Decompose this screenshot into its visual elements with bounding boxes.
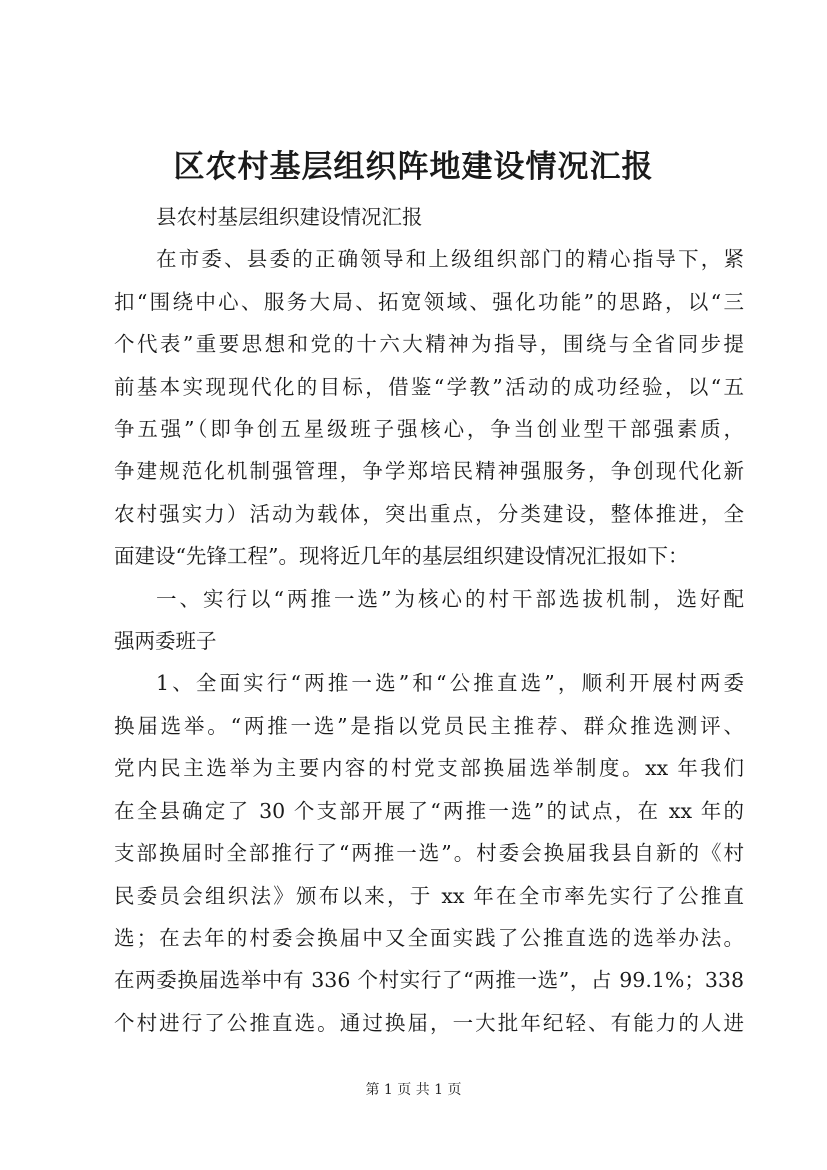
text-line: 强两委班子 (114, 629, 217, 654)
text-line: 个代表”重要思想和党的十六大精神为指导，围绕与全省同步提 (114, 332, 744, 357)
text-line: 在两委换届选举中有 336 个村实行了“两推一选”，占 99.1%；338 (114, 968, 744, 993)
text-line: 民委员会组织法》颁布以来，于 xx 年在全市率先实行了公推直 (114, 883, 744, 908)
text-line: 扣“围绕中心、服务大局、拓宽领域、强化功能”的思路，以“三 (114, 289, 744, 314)
text-line: 支部换届时全部推行了“两推一选”。村委会换届我县自新的《村 (114, 841, 744, 866)
text-line: 在全县确定了 30 个支部开展了“两推一选”的试点，在 xx 年的 (114, 798, 744, 823)
text-line: 争五强”（即争创五星级班子强核心，争当创业型干部强素质， (114, 417, 744, 442)
text-line: 在市委、县委的正确领导和上级组织部门的精心指导下，紧 (156, 247, 744, 272)
text-line: 个村进行了公推直选。通过换届，一大批年纪轻、有能力的人进 (114, 1010, 744, 1035)
text-line: 农村强实力）活动为载体，突出重点，分类建设，整体推进，全 (114, 501, 744, 526)
text-line: 一、实行以“两推一选”为核心的村干部选拔机制，选好配 (156, 586, 744, 611)
text-line: 1、全面实行“两推一选”和“公推直选”，顺利开展村两委 (156, 671, 744, 696)
text-line: 前基本实现现代化的目标，借鉴“学教”活动的成功经验，以“五 (114, 374, 744, 399)
text-line: 党内民主选举为主要内容的村党支部换届选举制度。xx 年我们 (114, 756, 744, 781)
text-line: 争建规范化机制强管理，争学郑培民精神强服务，争创现代化新 (114, 459, 744, 484)
document-body (114, 196, 744, 1044)
document-title: 区农村基层组织阵地建设情况汇报 (173, 149, 654, 185)
text-line: 县农村基层组织建设情况汇报 (156, 205, 423, 229)
text-line: 换届选举。“两推一选”是指以党员民主推荐、群众推选测评、 (114, 713, 744, 738)
text-line: 选；在去年的村委会换届中又全面实践了公推直选的选举办法。 (114, 925, 744, 950)
text-line: 面建设“先锋工程”。现将近几年的基层组织建设情况汇报如下： (114, 544, 689, 569)
page-footer: 第 1 页 共 1 页 (365, 1082, 462, 1098)
